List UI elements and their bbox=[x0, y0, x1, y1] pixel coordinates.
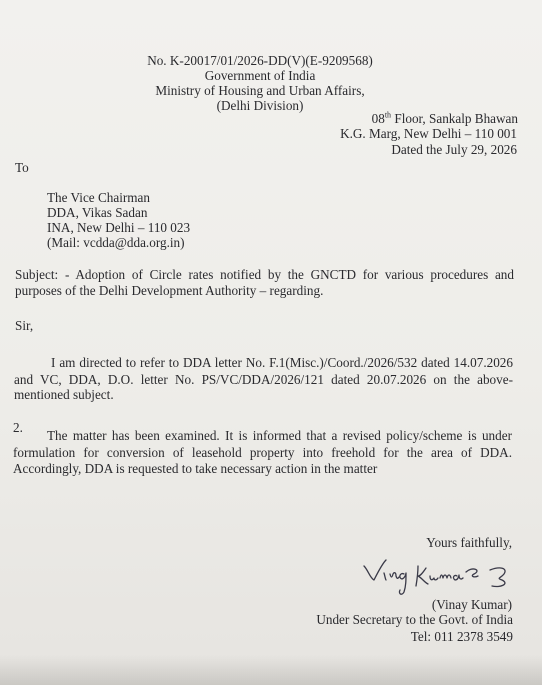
sender-address-line1 bbox=[300, 111, 518, 126]
subject-line2: purposes of the Delhi Development Authority – regarding. bbox=[15, 283, 324, 298]
letter-date: Dated the July 29, 2026 bbox=[391, 142, 517, 157]
signatory-telephone: Tel: 011 2378 3549 bbox=[410, 629, 513, 644]
government-line: Government of India bbox=[204, 68, 316, 83]
para2-line3: Accordingly, DDA is requested to take necessary action in the matter bbox=[13, 461, 378, 476]
para2-line1: The matter has been examined. It is informed that a revised policy/scheme is under bbox=[47, 428, 512, 443]
para1-line2: and VC, DDA, D.O. letter No. PS/VC/DDA/2026/121 dated 20.07.2026 on the above- bbox=[14, 372, 513, 387]
para1-line1: I am directed to refer to DDA letter No. F.1(Misc.)/Coord./2026/532 dated 14.07.2026 bbox=[51, 355, 513, 370]
para1-line3: mentioned subject. bbox=[14, 387, 114, 402]
closing-yours-faithfully: Yours faithfully, bbox=[426, 535, 512, 550]
para2-number: 2. bbox=[13, 420, 23, 435]
signatory-name: (Vinay Kumar) bbox=[431, 597, 512, 612]
division-line: (Delhi Division) bbox=[216, 98, 304, 113]
handwritten-signature bbox=[360, 556, 520, 600]
recipient-line2: DDA, Vikas Sadan bbox=[47, 205, 148, 220]
recipient-line3: INA, New Delhi – 110 023 bbox=[47, 220, 191, 235]
to-label: To bbox=[15, 160, 29, 175]
floor-suffix: th bbox=[384, 110, 392, 120]
bottom-shadow bbox=[0, 655, 542, 685]
reference-number: No. K-20017/01/2026-DD(V)(E-9209568) bbox=[147, 53, 373, 68]
ministry-line: Ministry of Housing and Urban Affairs, bbox=[155, 83, 365, 98]
sender-address-line2: K.G. Marg, New Delhi – 110 001 bbox=[340, 126, 517, 141]
recipient-line1: The Vice Chairman bbox=[47, 190, 150, 205]
subject-line1: Subject: - Adoption of Circle rates notified by the GNCTD for various procedures and bbox=[15, 267, 514, 282]
signatory-designation: Under Secretary to the Govt. of India bbox=[316, 612, 513, 627]
salutation: Sir, bbox=[15, 318, 34, 333]
para2-line2: formulation for conversion of leasehold property into freehold for the area of DDA. bbox=[13, 445, 512, 460]
floor-rest: Floor, Sankalp Bhawan bbox=[391, 111, 518, 126]
recipient-email: (Mail: vcdda@dda.org.in) bbox=[47, 235, 185, 250]
floor-number: 08 bbox=[371, 111, 385, 126]
